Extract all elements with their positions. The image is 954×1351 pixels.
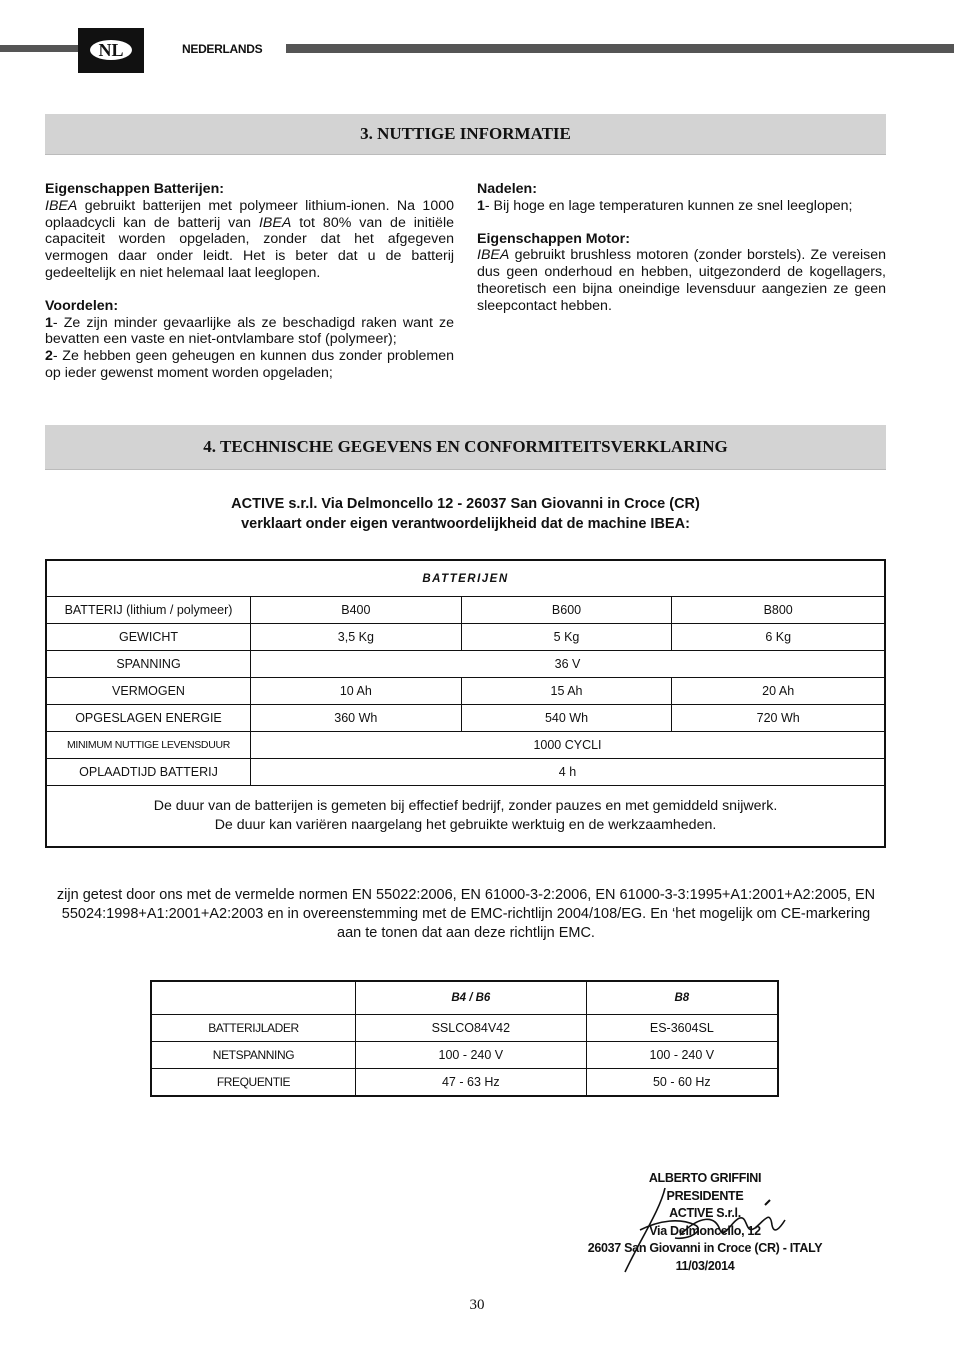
company-name: ACTIVE S.r.l. (669, 1206, 741, 1220)
table-cell: ES-3604SL (586, 1015, 778, 1042)
table-row (46, 705, 885, 732)
section-3-left-column (45, 181, 454, 382)
advantage-item-1 (45, 315, 454, 349)
table-cell: 36 V (251, 651, 886, 678)
advantage-number: 1 (45, 314, 53, 331)
advantage-text: - Ze zijn minder gevaarlijke als ze beschadigd raken want ze bevatten een vaste en niet-ontvlambare stof (polymeer); (45, 314, 454, 348)
table-cell: 1000 CYCLI (251, 732, 886, 759)
table-cell: 50 - 60 Hz (586, 1069, 778, 1097)
section-3-title: 3. NUTTIGE INFORMATIE (45, 114, 886, 155)
language-label: NEDERLANDS (182, 42, 263, 56)
advantage-text: - Ze hebben geen geheugen en kunnen dus zonder problemen op ieder gewenst moment worden opgeladen; (45, 348, 454, 381)
table-row (46, 597, 885, 624)
table-header (151, 981, 356, 1015)
battery-text-2: tot 80% van de initiële capaciteit worden opgeladen, zonder dat het afgegeven vermogen daar onder leidt. Het is beter dat u de batterij gedeeltelijk en niet helemaal laat leeglopen. (45, 214, 454, 281)
disadvantage-number: 1 (477, 197, 485, 214)
company-street: Via Delmoncello, 12 (649, 1223, 761, 1238)
signatory-role: PRESIDENTE (666, 1188, 744, 1203)
signature-date: 11/03/2014 (675, 1258, 735, 1273)
battery-text-1: gebruikt batterijen met polymeer lithium-ionen. Na 1000 oplaadcycli kan de batterij van (45, 197, 454, 231)
row-label: BATTERIJ (lithium / polymeer) (46, 597, 251, 624)
table-cell: 15 Ah (461, 678, 672, 705)
table-cell: 720 Wh (672, 705, 885, 732)
row-label: OPLAADTIJD BATTERIJ (46, 759, 251, 786)
table-cell: B600 (461, 597, 672, 624)
row-label: BATTERIJLADER (151, 1015, 356, 1042)
disadvantage-item-1 (477, 198, 886, 215)
battery-table (45, 559, 886, 848)
table-row (151, 1069, 778, 1097)
company-city: 26037 San Giovanni in Croce (CR) - ITALY (587, 1241, 823, 1255)
brand-name: IBEA (477, 247, 510, 264)
table-cell: 20 Ah (672, 678, 885, 705)
brand-name: IBEA (45, 197, 78, 214)
table-cell: 47 - 63 Hz (356, 1069, 587, 1097)
brand-name: IBEA (258, 214, 292, 231)
table-row (151, 1042, 778, 1069)
battery-table-title: BATTERIJEN (46, 560, 885, 597)
row-label: MINIMUM NUTTIGE LEVENSDUUR (46, 732, 251, 759)
disadvantage-text: - Bij hoge en lage temperaturen kunnen ze snel leeglopen; (484, 197, 853, 214)
advantages-heading: Voordelen: (45, 297, 119, 314)
table-row (46, 624, 885, 651)
row-label: OPGESLAGEN ENERGIE (46, 705, 251, 732)
handwritten-signature (620, 1180, 790, 1280)
table-cell: B400 (251, 597, 462, 624)
header-rule-right (286, 44, 954, 53)
motor-text: gebruikt brushless motoren (zonder borstels). Ze vereisen dus geen onderhoud en hebben, uitgezonderd de kogellagers, theoretisch een bijna oneindige levensduur aangezien ze geen sleepcontact hebben. (477, 247, 886, 314)
table-cell: 4 h (251, 759, 886, 786)
table-row (151, 1015, 778, 1042)
advantage-number: 2 (45, 348, 53, 365)
language-badge (78, 28, 144, 73)
table-header: B4 / B6 (356, 981, 587, 1015)
battery-table-note (46, 786, 885, 848)
table-cell: 100 - 240 V (586, 1042, 778, 1069)
row-label: NETSPANNING (151, 1042, 356, 1069)
row-label: FREQUENTIE (151, 1069, 356, 1097)
table-cell: 6 Kg (672, 624, 885, 651)
disadvantages-heading: Nadelen: (477, 181, 537, 197)
table-header: B8 (586, 981, 778, 1015)
section-3-right-column (477, 181, 886, 315)
row-label: SPANNING (46, 651, 251, 678)
table-cell: 100 - 240 V (356, 1042, 587, 1069)
table-row (46, 732, 885, 759)
note-line-1: De duur van de batterijen is gemeten bij effectief bedrijf, zonder pauzes en met gemiddeld snijwerk. (153, 798, 778, 814)
table-cell: 5 Kg (461, 624, 672, 651)
row-label: GEWICHT (46, 624, 251, 651)
table-cell: B800 (672, 597, 885, 624)
norms-paragraph: zijn getest door ons met de vermelde normen EN 55022:2006, EN 61000-3-2:2006, EN 61000-3-3:1995+A1:2001+A2:2005, EN 55024:1998+A1:2001+A2:2003 en in overeenstemming met de EMC-richtlijn 2004/108/EG. En ‘het mogelijk om CE-markering aan te tonen dat aan deze richtlijn EMC. (56, 887, 876, 941)
table-cell: 540 Wh (461, 705, 672, 732)
table-cell: 10 Ah (251, 678, 462, 705)
table-cell: 3,5 Kg (251, 624, 462, 651)
row-label: VERMOGEN (46, 678, 251, 705)
table-cell: 360 Wh (251, 705, 462, 732)
charger-table (150, 980, 779, 1097)
page-number: 30 (469, 1297, 485, 1313)
note-line-2: De duur kan variëren naargelang het gebruikte werktuig en de werkzaamheden. (214, 817, 717, 833)
section-4-title: 4. TECHNISCHE GEGEVENS EN CONFORMITEITSVERKLARING (45, 425, 886, 470)
table-row (46, 759, 885, 786)
declaration-line-1: ACTIVE s.r.l. Via Delmoncello 12 - 26037 San Giovanni in Croce (CR) (231, 496, 700, 512)
language-badge-label: NL (89, 39, 133, 61)
battery-heading: Eigenschappen Batterijen: (45, 181, 224, 197)
motor-heading: Eigenschappen Motor: (477, 230, 630, 247)
battery-paragraph (45, 198, 454, 282)
table-header-row (151, 981, 778, 1015)
declaration (45, 494, 886, 534)
header-rule-left (0, 45, 78, 52)
motor-paragraph (477, 247, 886, 314)
table-row (46, 651, 885, 678)
table-row (46, 678, 885, 705)
table-cell: SSLCO84V42 (356, 1015, 587, 1042)
declaration-line-2: verklaart onder eigen verantwoordelijkheid dat de machine IBEA: (241, 516, 690, 532)
advantage-item-2 (45, 348, 454, 382)
signatory-name: ALBERTO GRIFFINI (648, 1171, 762, 1185)
